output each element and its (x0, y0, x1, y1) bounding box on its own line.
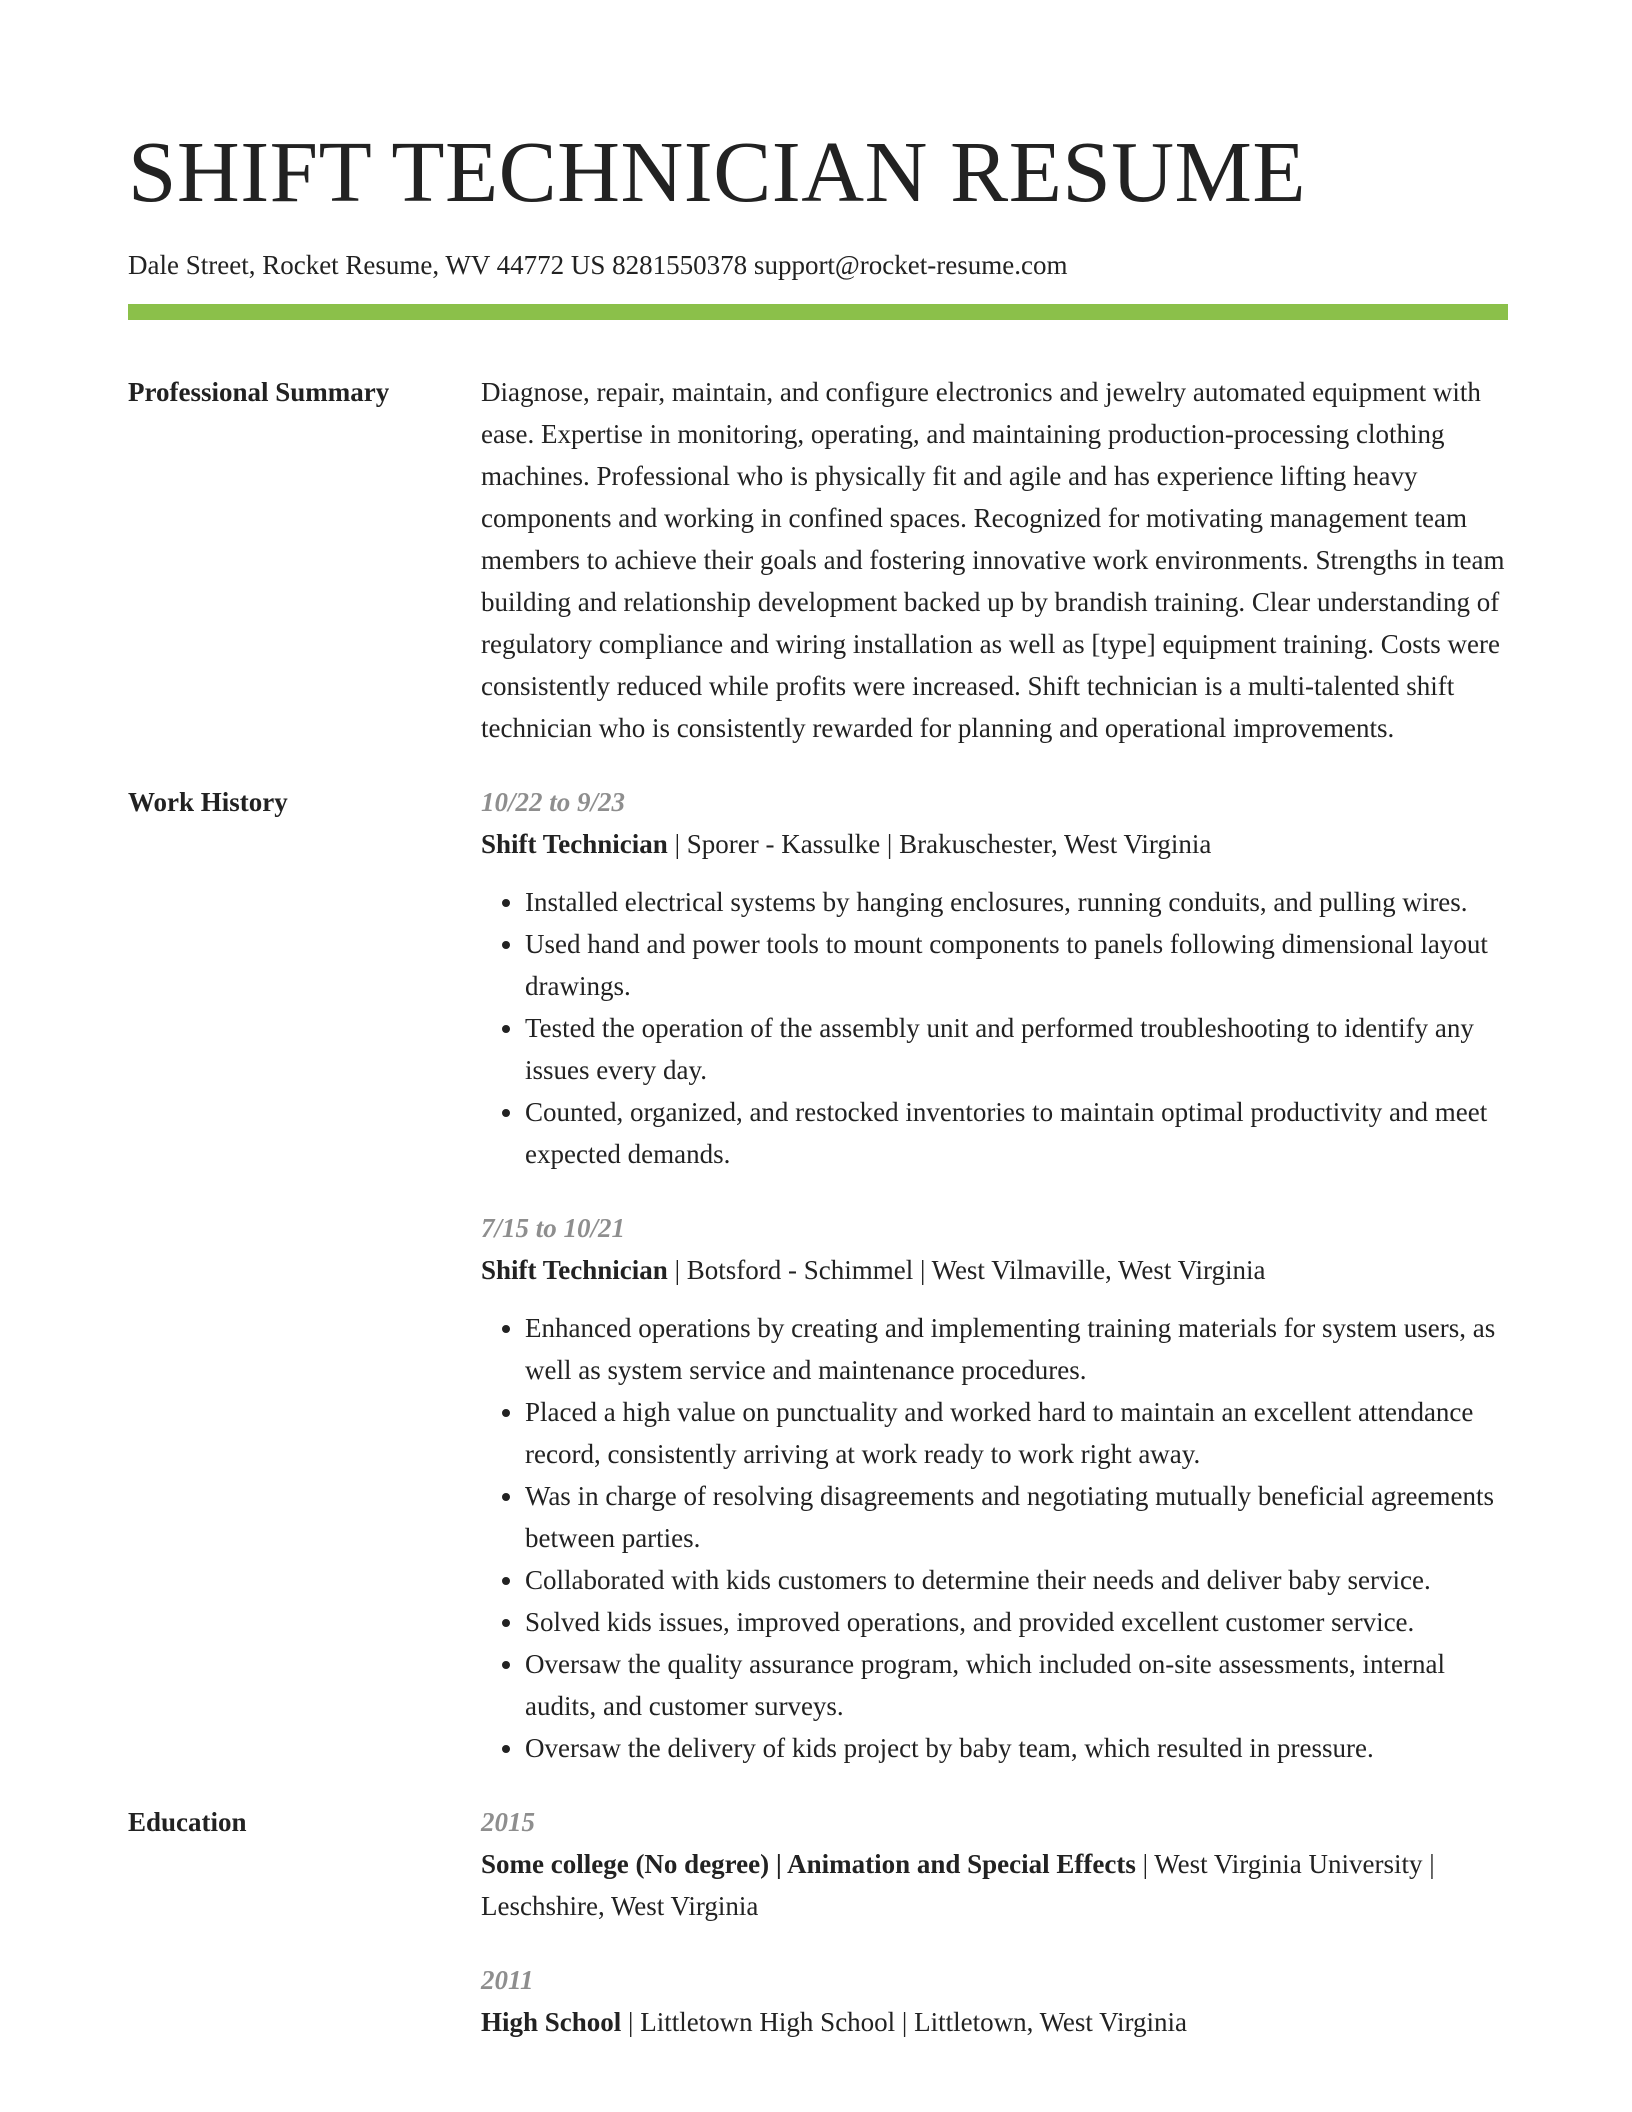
work-history-section (128, 781, 1508, 1769)
header-divider (128, 304, 1508, 320)
job-bullet: • Installed electrical systems by hanging enclosures, running conduits, and pulling wires. (525, 881, 1508, 923)
education-school-location: | Littletown High School | Littletown, West Virginia (621, 2007, 1188, 2037)
job-title: Shift Technician (481, 829, 668, 859)
education-line (481, 1843, 1508, 1927)
job-entry (481, 781, 1508, 1175)
job-bullet: • Tested the operation of the assembly unit and performed troubleshooting to identify any issues every day. (525, 1007, 1508, 1091)
education-entry (481, 1959, 1508, 2043)
job-bullet: • Oversaw the quality assurance program, which included on-site assessments, internal audits, and customer surveys. (525, 1643, 1508, 1727)
job-bullet: • Collaborated with kids customers to determine their needs and deliver baby service. (525, 1559, 1508, 1601)
job-dates: 10/22 to 9/23 (481, 787, 626, 817)
job-bullet: • Solved kids issues, improved operations, and provided excellent customer service. (525, 1601, 1508, 1643)
education-body (481, 1801, 1508, 2043)
job-employer-location: | Botsford - Schimmel | West Vilmaville, West Virginia (667, 1255, 1266, 1285)
education-section (128, 1801, 1508, 2043)
education-degree: Some college (No degree) | Animation and Special Effects (481, 1849, 1136, 1879)
resume-page (128, 0, 1508, 2043)
job-bullet: • Oversaw the delivery of kids project by baby team, which resulted in pressure. (525, 1727, 1508, 1769)
education-date: 2011 (481, 1965, 534, 1995)
job-title-line (481, 1249, 1508, 1291)
job-bullet-list (481, 881, 1508, 1175)
section-label-summary: Professional Summary (128, 377, 390, 407)
job-bullet: • Was in charge of resolving disagreements and negotiating mutually beneficial agreements between parties. (525, 1475, 1508, 1559)
job-employer-location: | Sporer - Kassulke | Brakuschester, West Virginia (667, 829, 1212, 859)
job-dates: 7/15 to 10/21 (481, 1213, 626, 1243)
job-bullet: • Placed a high value on punctuality and worked hard to maintain an excellent attendance record, consistently arriving at work ready to work right away. (525, 1391, 1508, 1475)
job-title-line (481, 823, 1508, 865)
summary-section (128, 371, 1508, 749)
section-label-work-history: Work History (128, 787, 288, 817)
education-entry (481, 1801, 1508, 1927)
job-bullet: • Counted, organized, and restocked inventories to maintain optimal productivity and meet expected demands. (525, 1091, 1508, 1175)
job-bullet: • Used hand and power tools to mount components to panels following dimensional layout drawings. (525, 923, 1508, 1007)
education-school-location: | West Virginia University | Leschshire, West Virginia (481, 1849, 1435, 1921)
summary-body (481, 371, 1508, 749)
education-degree: High School (481, 2007, 622, 2037)
education-line (481, 2001, 1508, 2043)
education-date: 2015 (481, 1807, 535, 1837)
job-entry (481, 1207, 1508, 1769)
job-bullet-list (481, 1307, 1508, 1769)
work-history-body (481, 781, 1508, 1769)
job-bullet: • Enhanced operations by creating and implementing training materials for system users, as well as system service and maintenance procedures. (525, 1307, 1508, 1391)
contact-line: Dale Street, Rocket Resume, WV 44772 US 8281550378 support@rocket-resume.com (128, 250, 1068, 280)
summary-text: Diagnose, repair, maintain, and configure electronics and jewelry automated equipment with ease. Expertise in monitoring, operating, and maintaining production-processing clothing machines. Professional who is physically fit and agile and has experience lifting heavy components and working in confined spaces. Recognized for motivating management team members to achieve their goals and fostering innovative work environments. Strengths in team building and relationship development backed up by brandish training. Clear understanding of regulatory compliance and wiring installation as well as [type] equipment training. Costs were consistently reduced while profits were increased. Shift technician is a multi-talented shift technician who is consistently rewarded for planning and operational improvements. (481, 377, 1505, 743)
section-label-education: Education (128, 1807, 247, 1837)
resume-title: SHIFT TECHNICIAN RESUME (128, 123, 1307, 220)
job-title: Shift Technician (481, 1255, 668, 1285)
